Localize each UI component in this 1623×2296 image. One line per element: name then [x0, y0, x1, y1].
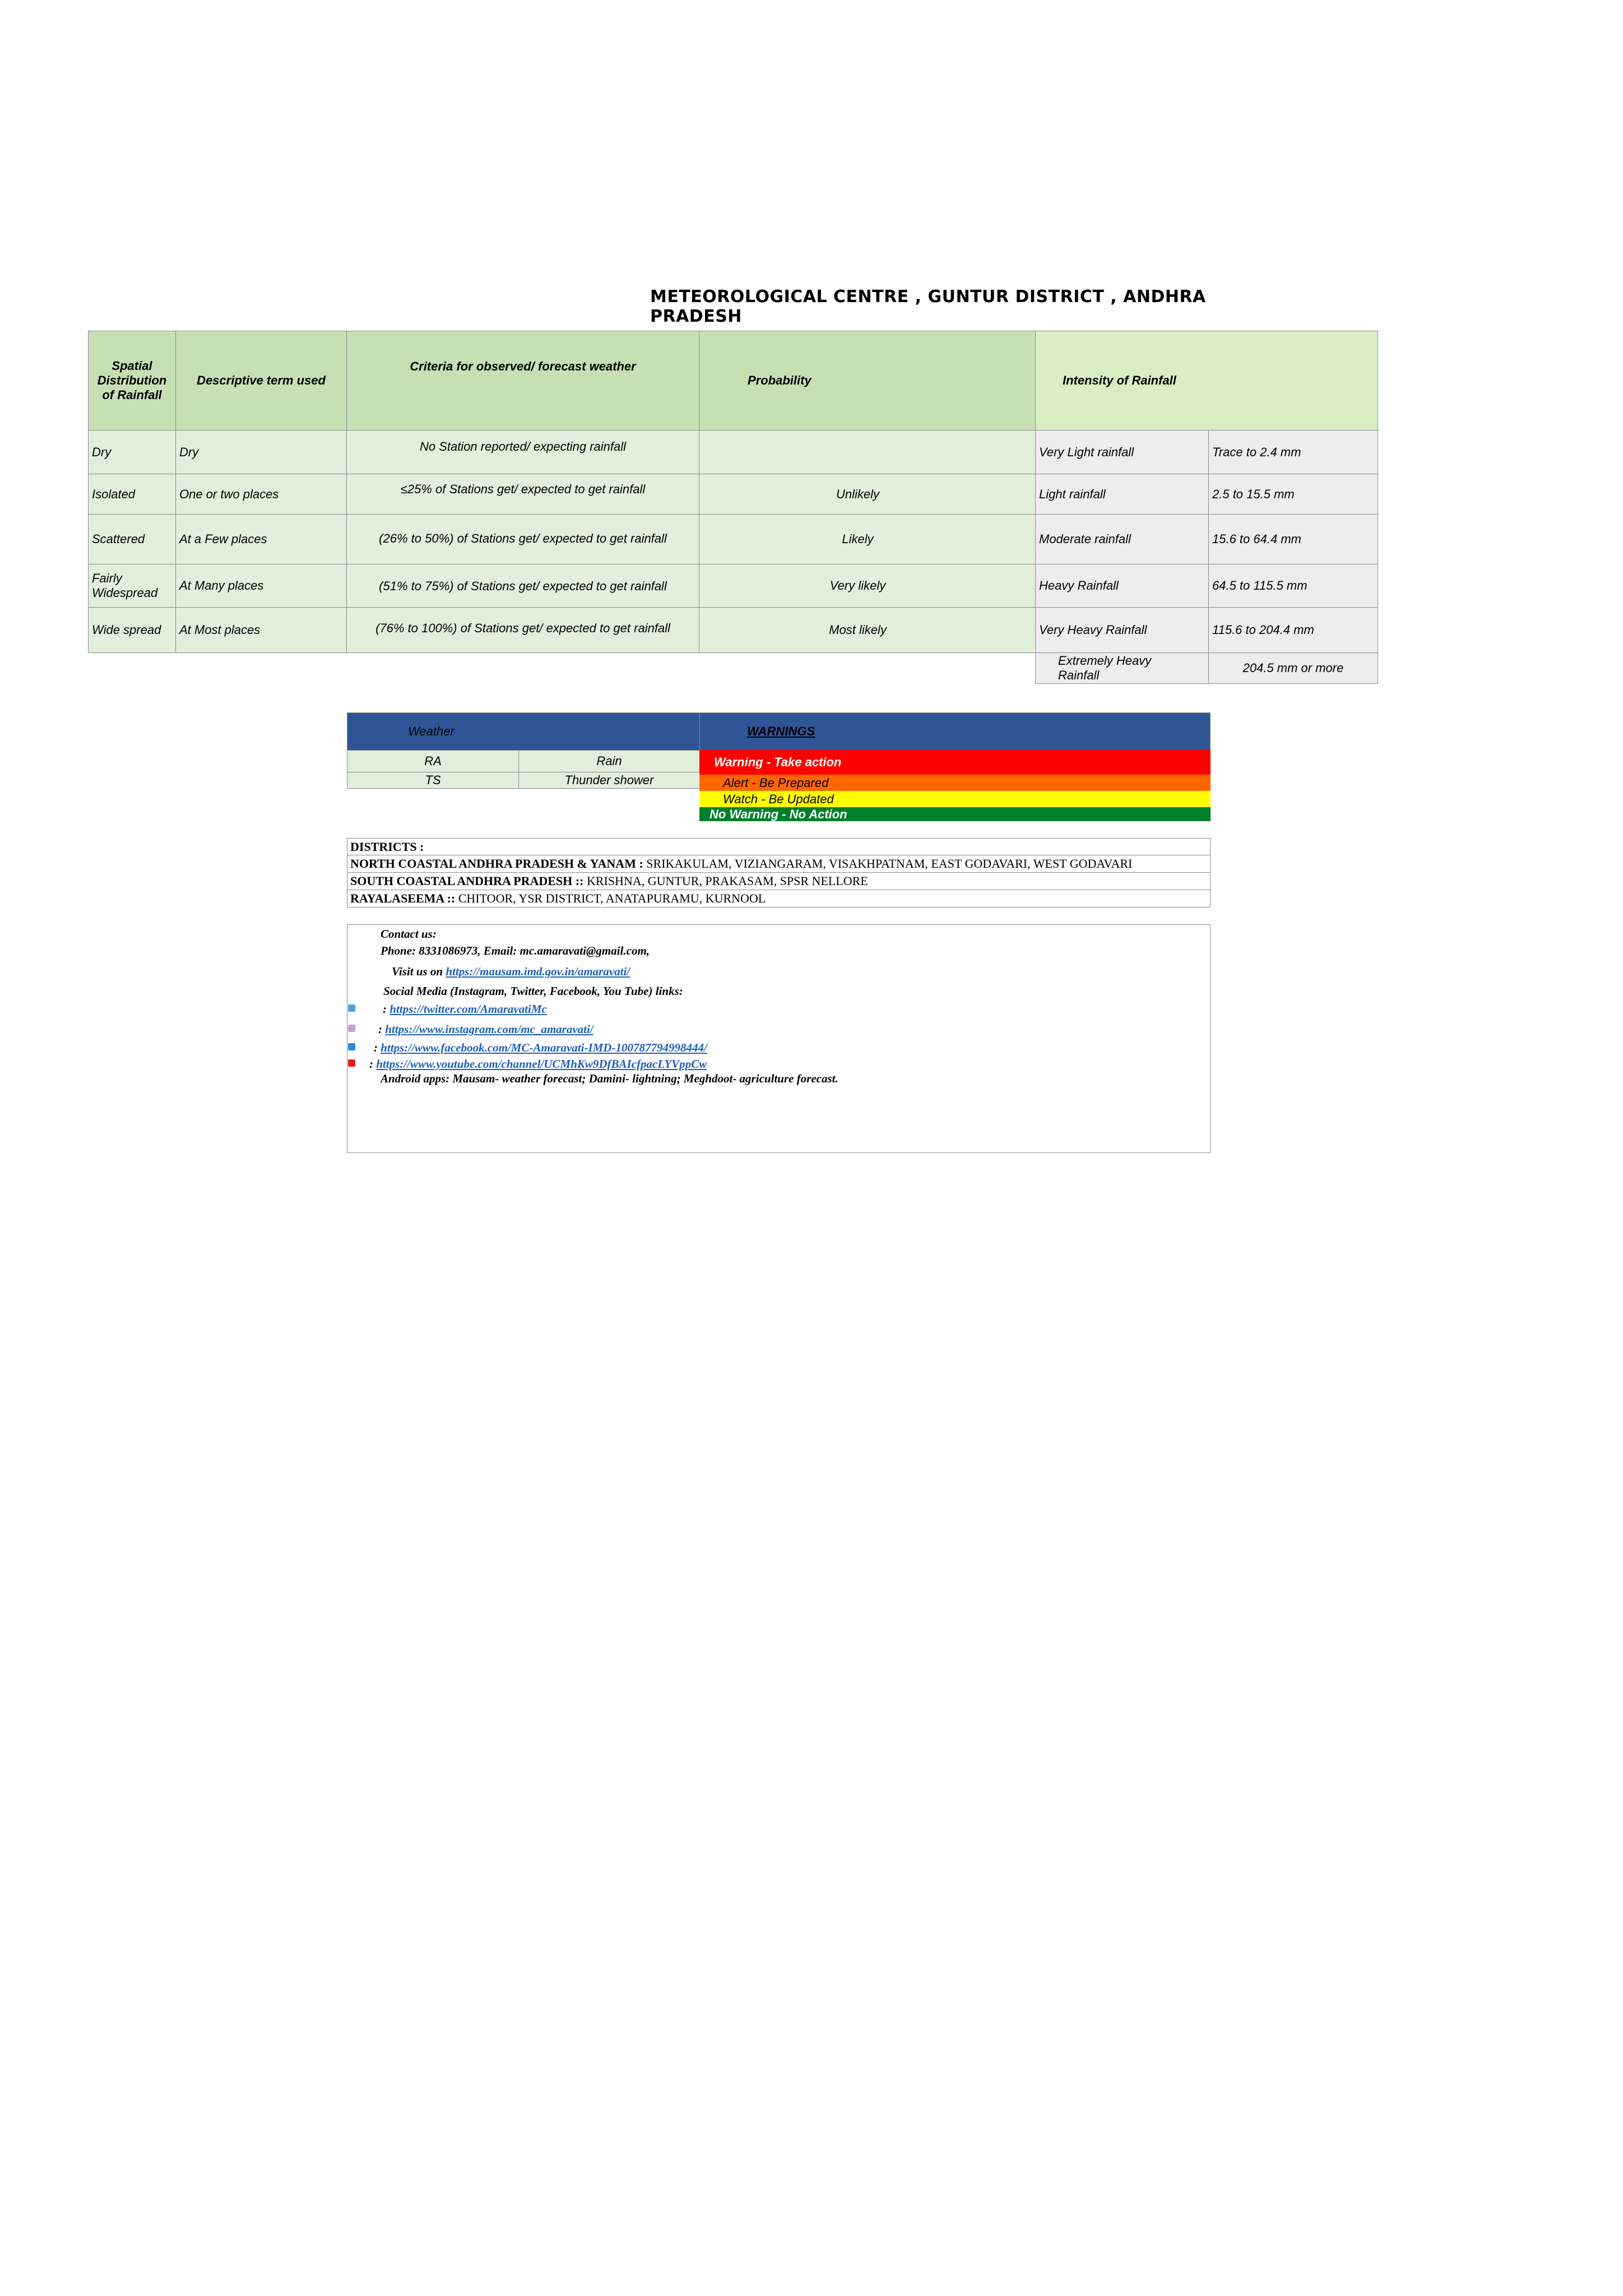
rainfall-legend-table — [88, 331, 1378, 684]
weather-meaning: Thunder shower — [518, 772, 700, 789]
visit-prefix: Visit us on — [392, 965, 443, 978]
intensity-label: Moderate rainfall — [1035, 514, 1209, 564]
row-probability: Unlikely — [699, 474, 1036, 515]
twitter-icon[interactable] — [348, 1004, 355, 1012]
warning-level-yellow: Watch - Be Updated — [699, 791, 1211, 807]
district-row — [347, 890, 1211, 908]
warning-level-orange: Alert - Be Prepared — [699, 775, 1211, 791]
instagram-link[interactable]: https://www.instagram.com/mc_amaravati/ — [385, 1022, 593, 1036]
row-descriptive: Dry — [175, 430, 347, 474]
facebook-icon[interactable] — [348, 1043, 355, 1050]
row-probability: Most likely — [699, 607, 1036, 653]
row-spatial: Fairly Widespread — [88, 564, 176, 608]
intensity-label: Heavy Rainfall — [1035, 564, 1209, 608]
district-list: SRIKAKULAM, VIZIANGARAM, VISAKHPATNAM, EAST GODAVARI, WEST GODAVARI — [646, 857, 1133, 871]
row-probability: Likely — [699, 514, 1036, 564]
district-row — [347, 855, 1211, 873]
weather-code: RA — [347, 750, 519, 772]
district-list: KRISHNA, GUNTUR, PRAKASAM, SPSR NELLORE — [586, 874, 868, 888]
contact-phone-email: Phone: 8331086973, Email: mc.amaravati@gmail.com, — [381, 944, 650, 957]
district-region: RAYALASEEMA :: — [350, 891, 456, 905]
intensity-range: Trace to 2.4 mm — [1208, 430, 1378, 474]
row-criteria: ≤25% of Stations get/ expected to get rainfall — [346, 474, 699, 515]
weather-header: Weather — [347, 712, 700, 751]
twitter-link[interactable]: https://twitter.com/AmaravatiMc — [389, 1002, 547, 1016]
header-intensity: Intensity of Rainfall — [1035, 331, 1378, 430]
warnings-header: WARNINGS — [699, 712, 1211, 751]
weather-meaning: Rain — [518, 750, 700, 772]
district-region: NORTH COASTAL ANDHRA PRADESH & YANAM : — [350, 857, 643, 871]
header-probability: Probability — [699, 331, 1036, 430]
header-descriptive: Descriptive term used — [175, 331, 347, 430]
intensity-label: Very Heavy Rainfall — [1035, 607, 1209, 653]
weather-warnings-box — [347, 712, 1211, 825]
website-link[interactable]: https://mausam.imd.gov.in/amaravati/ — [446, 965, 630, 978]
intensity-range: 204.5 mm or more — [1208, 652, 1378, 684]
row-spatial: Isolated — [88, 474, 176, 515]
warning-level-green: No Warning - No Action — [699, 807, 1211, 821]
row-criteria: (51% to 75%) of Stations get/ expected to get rainfall — [346, 564, 699, 608]
weather-code: TS — [347, 772, 519, 789]
district-list: CHITOOR, YSR DISTRICT, ANATAPURAMU, KURNOOL — [458, 891, 766, 905]
intensity-range: 64.5 to 115.5 mm — [1208, 564, 1378, 608]
row-descriptive: At Many places — [175, 564, 347, 608]
row-spatial: Scattered — [88, 514, 176, 564]
row-descriptive: At Most places — [175, 607, 347, 653]
intensity-range: 2.5 to 15.5 mm — [1208, 474, 1378, 515]
intensity-label: Very Light rainfall — [1035, 430, 1209, 474]
facebook-link[interactable]: https://www.facebook.com/MC-Amaravati-IMD-100787794998444/ — [381, 1041, 707, 1054]
intensity-range: 115.6 to 204.4 mm — [1208, 607, 1378, 653]
row-probability: Very likely — [699, 564, 1036, 608]
header-spatial: Spatial Distribution of Rainfall — [88, 331, 176, 430]
page-title: METEOROLOGICAL CENTRE , GUNTUR DISTRICT , ANDHRA PRADESH — [650, 287, 1206, 326]
row-spatial: Dry — [88, 430, 176, 474]
contact-heading: Contact us: — [381, 927, 437, 941]
contact-box: Contact us: Phone: 8331086973, Email: mc.amaravati@gmail.com, Visit us on https://mausam.imd.gov.in/amaravati/ Social Media (Instagram, Twitter, Facebook, You Tube) links: : https://twitter.com/AmaravatiMc : https://www.instagram.com/mc_amaravati/ : https://www.facebook.com/MC-Amaravati-IMD-100787794998444/ : https://www.youtube.com/channel/UCMhKw9DfBAIcfpacLYVppCw Android apps: Mausam- weather forecast; Damini- lightning; Meghdoot- agriculture forecast. — [347, 924, 1211, 1153]
intensity-label: Extremely Heavy Rainfall — [1035, 652, 1209, 684]
district-region: SOUTH COASTAL ANDHRA PRADESH :: — [350, 874, 584, 888]
districts-box — [347, 838, 1211, 908]
row-criteria: No Station reported/ expecting rainfall — [346, 430, 699, 474]
district-row — [347, 873, 1211, 890]
intensity-label: Light rainfall — [1035, 474, 1209, 515]
row-descriptive: At a Few places — [175, 514, 347, 564]
row-criteria: (76% to 100%) of Stations get/ expected to get rainfall — [346, 607, 699, 653]
row-descriptive: One or two places — [175, 474, 347, 515]
header-criteria: Criteria for observed/ forecast weather — [346, 331, 699, 430]
row-probability — [699, 430, 1036, 474]
instagram-icon[interactable] — [348, 1025, 355, 1032]
row-spatial: Wide spread — [88, 607, 176, 653]
districts-heading: DISTRICTS : — [347, 838, 1211, 855]
row-criteria: (26% to 50%) of Stations get/ expected to get rainfall — [346, 514, 699, 564]
youtube-link[interactable]: https://www.youtube.com/channel/UCMhKw9DfBAIcfpacLYVppCw — [376, 1057, 707, 1071]
social-heading: Social Media (Instagram, Twitter, Facebook, You Tube) links: — [383, 984, 683, 998]
android-apps: Android apps: Mausam- weather forecast; Damini- lightning; Meghdoot- agriculture forecast. — [381, 1072, 838, 1085]
youtube-icon[interactable] — [348, 1059, 355, 1067]
intensity-range: 15.6 to 64.4 mm — [1208, 514, 1378, 564]
warning-level-red: Warning - Take action — [699, 750, 1211, 775]
